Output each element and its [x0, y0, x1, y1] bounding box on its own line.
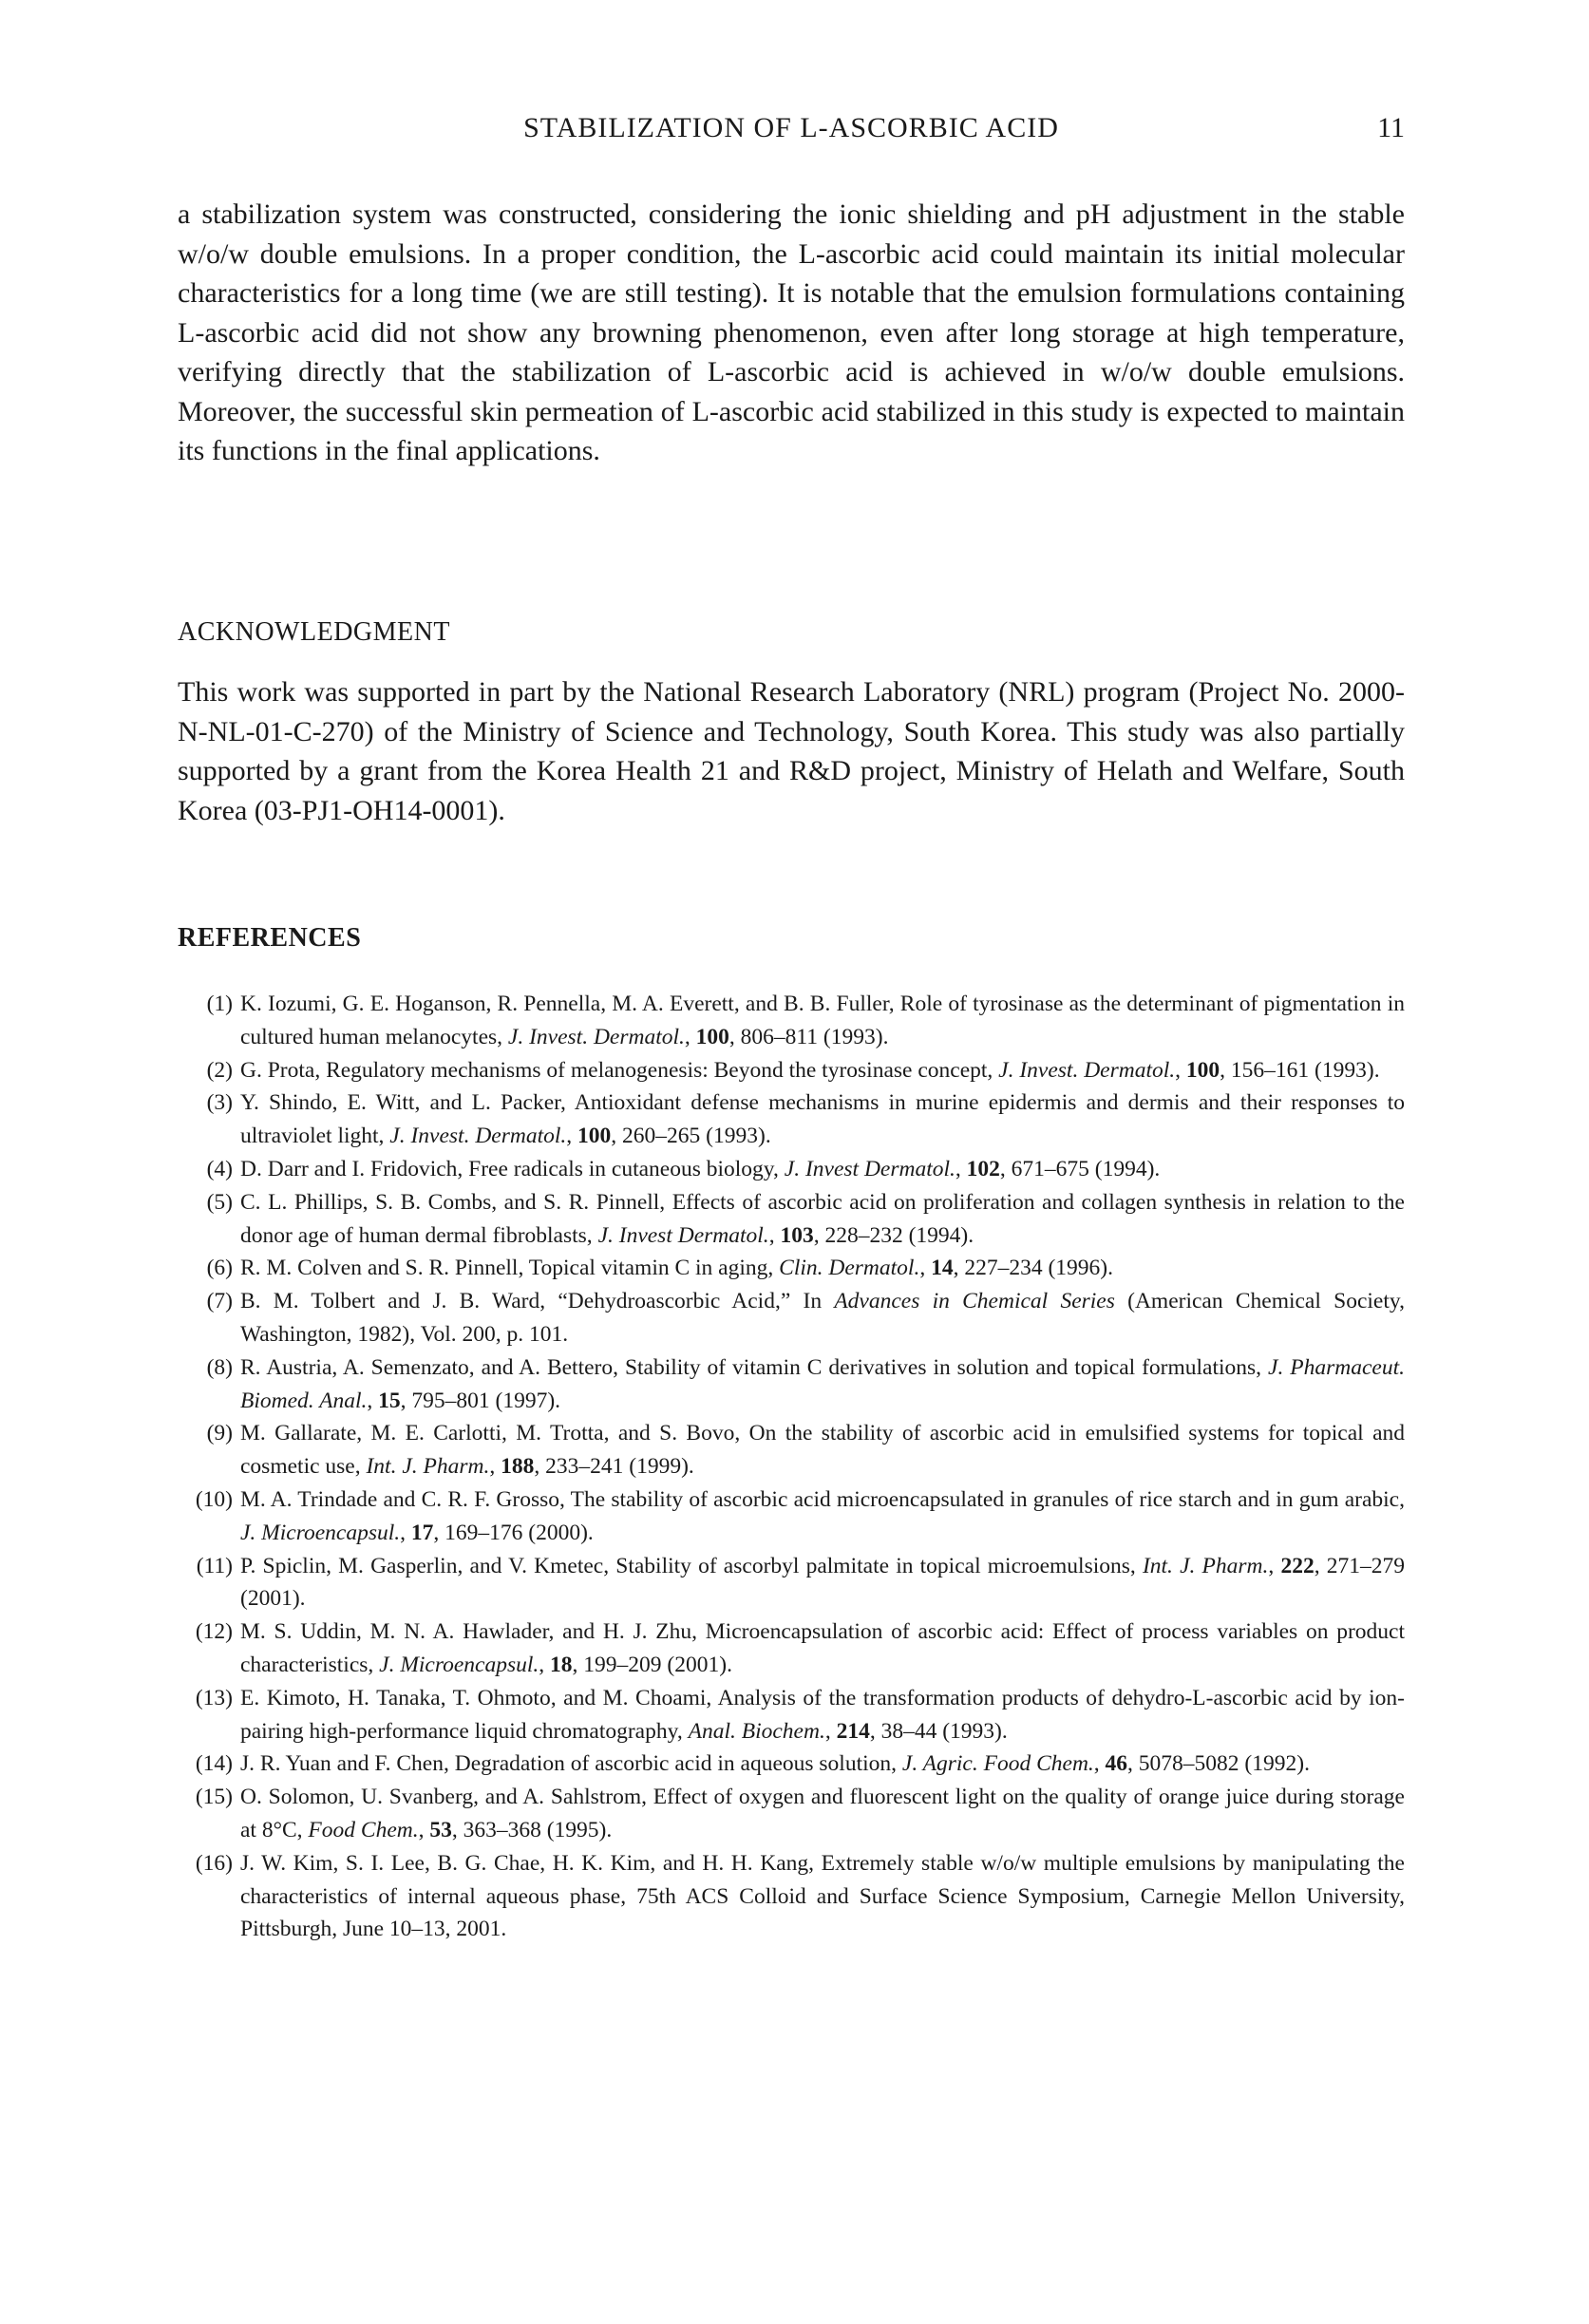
journal-title: Food Chem.: [308, 1817, 419, 1842]
volume-number: 103: [780, 1222, 814, 1248]
reference-item: [178, 1252, 1405, 1285]
volume-number: 46: [1105, 1751, 1128, 1777]
volume-number: 18: [550, 1652, 573, 1677]
reference-text: [240, 1054, 1405, 1087]
volume-number: 17: [410, 1520, 434, 1545]
reference-segment: ,: [539, 1652, 551, 1677]
reference-segment: Y. Shindo, E. Witt, and L. Packer, Antioxidant defense mechanisms in murine epidermis and dermis and their responses to ultraviolet light,: [240, 1090, 1405, 1149]
volume-number: 188: [501, 1454, 535, 1480]
page-number: 11: [1377, 112, 1405, 143]
reference-item: [178, 1153, 1405, 1186]
reference-item: [178, 1615, 1405, 1682]
reference-segment: D. Darr and I. Fridovich, Free radicals in cutaneous biology,: [240, 1156, 785, 1181]
reference-item: [178, 1748, 1405, 1781]
reference-segment: M. S. Uddin, M. N. A. Hawlader, and H. J. Zhu, Microencapsulation of ascorbic acid: Effect of process variables on product characteristics,: [240, 1619, 1405, 1677]
reference-segment: , 806–811 (1993).: [728, 1024, 889, 1049]
reference-text: [240, 1417, 1405, 1483]
reference-text: [240, 1252, 1405, 1285]
reference-number: (11): [196, 1553, 233, 1578]
reference-segment: ,: [919, 1256, 932, 1281]
reference-segment: (American Chemical Society, Washington, 1982), Vol. 200, p. 101.: [240, 1289, 1405, 1347]
reference-number: (4): [206, 1156, 233, 1181]
reference-number: (5): [206, 1189, 233, 1215]
journal-title: Int. J. Pharm.: [366, 1454, 490, 1480]
reference-number: (7): [206, 1289, 233, 1314]
reference-segment: J. R. Yuan and F. Chen, Degradation of ascorbic acid in aqueous solution,: [240, 1751, 902, 1777]
volume-number: 222: [1280, 1553, 1315, 1578]
reference-segment: ,: [367, 1388, 379, 1413]
reference-segment: J. W. Kim, S. I. Lee, B. G. Chae, H. K. Kim, and H. H. Kang, Extremely stable w/o/w multiple emulsions by manipulating the characteristics of internal aqueous phase, 75th ACS Colloid and Surface Science Symposium, Carnegie Mellon University, Pittsburgh, June 10–13, 2001.: [240, 1850, 1405, 1942]
journal-title: J. Invest Dermatol.: [597, 1222, 769, 1248]
reference-text: [240, 1351, 1405, 1418]
reference-segment: , 38–44 (1993).: [869, 1718, 1008, 1744]
journal-title: J. Invest. Dermatol.: [998, 1057, 1176, 1083]
reference-item: [178, 1086, 1405, 1153]
reference-segment: R. M. Colven and S. R. Pinnell, Topical vitamin C in aging,: [240, 1256, 780, 1281]
volume-number: 100: [1185, 1057, 1220, 1083]
reference-number: (8): [206, 1354, 233, 1380]
reference-segment: ,: [400, 1520, 411, 1545]
volume-number: 100: [577, 1124, 612, 1149]
journal-title: J. Microencapsul.: [240, 1520, 401, 1545]
journal-title: Int. J. Pharm.: [1142, 1553, 1269, 1578]
reference-text: [240, 988, 1405, 1054]
reference-segment: ,: [1093, 1751, 1106, 1777]
reference-item: [178, 1417, 1405, 1483]
reference-segment: , 363–368 (1995).: [451, 1817, 613, 1842]
reference-segment: , 5078–5082 (1992).: [1127, 1751, 1310, 1777]
running-header: [178, 112, 1405, 150]
reference-number: (13): [195, 1685, 233, 1710]
reference-segment: O. Solomon, U. Svanberg, and A. Sahlstrom, Effect of oxygen and fluorescent light on the quality of orange juice during storage at 8°C,: [240, 1785, 1405, 1842]
reference-text: [240, 1186, 1405, 1253]
volume-number: 102: [966, 1156, 1000, 1181]
reference-item: [178, 1682, 1405, 1748]
reference-number: (2): [206, 1057, 233, 1083]
acknowledgment-heading: ACKNOWLEDGMENT: [178, 617, 450, 647]
reference-number: (12): [195, 1619, 233, 1645]
reference-segment: , 156–161 (1993).: [1220, 1057, 1380, 1083]
volume-number: 53: [429, 1817, 452, 1842]
reference-number: (1): [206, 992, 233, 1016]
reference-segment: M. Gallarate, M. E. Carlotti, M. Trotta, and S. Bovo, On the stability of ascorbic acid in emulsified systems for topical and cosmetic use,: [240, 1421, 1405, 1480]
reference-segment: , 671–675 (1994).: [999, 1156, 1161, 1181]
journal-title: Anal. Biochem.: [688, 1718, 825, 1744]
journal-title: Advances in Chemical Series: [834, 1289, 1115, 1314]
reference-item: [178, 1351, 1405, 1418]
reference-item: [178, 1781, 1405, 1847]
reference-item: [178, 1285, 1405, 1351]
reference-number: (14): [195, 1751, 233, 1777]
reference-segment: P. Spiclin, M. Gasperlin, and V. Kmetec, Stability of ascorbyl palmitate in topical microemulsions,: [240, 1553, 1143, 1578]
reference-text: [240, 1483, 1405, 1550]
reference-number: (16): [195, 1850, 233, 1876]
reference-text: [240, 1781, 1405, 1847]
reference-text: [240, 1847, 1405, 1946]
journal-title: J. Agric. Food Chem.: [901, 1751, 1094, 1777]
reference-number: (9): [206, 1421, 233, 1446]
running-title: STABILIZATION OF L-ASCORBIC ACID: [523, 112, 1059, 143]
reference-segment: , 233–241 (1999).: [534, 1454, 694, 1480]
acknowledgment-text: This work was supported in part by the National Research Laboratory (NRL) program (Project No. 2000-N-NL-01-C-270) of the Ministry of Science and Technology, South Korea. This study was also partially supported by a grant from the Korea Health 21 and R&D project, Ministry of Helath and Welfare, South Korea (03-PJ1-OH14-0001).: [178, 676, 1405, 826]
reference-item: [178, 1186, 1405, 1253]
reference-item: [178, 1483, 1405, 1550]
reference-segment: ,: [1268, 1553, 1281, 1578]
reference-list: [178, 988, 1405, 1946]
reference-segment: ,: [418, 1817, 430, 1842]
reference-item: [178, 1550, 1405, 1616]
reference-text: [240, 1550, 1405, 1616]
reference-segment: C. L. Phillips, S. B. Combs, and S. R. Pinnell, Effects of ascorbic acid on proliferation and collagen synthesis in relation to the donor age of human dermal fibroblasts,: [240, 1189, 1405, 1248]
journal-title: J. Invest. Dermatol.: [507, 1024, 685, 1049]
reference-text: [240, 1086, 1405, 1153]
reference-number: (6): [206, 1256, 233, 1281]
reference-segment: , 169–176 (2000).: [433, 1520, 594, 1545]
reference-segment: ,: [684, 1024, 696, 1049]
reference-segment: E. Kimoto, H. Tanaka, T. Ohmoto, and M. Choami, Analysis of the transformation products of dehydro-L-ascorbic acid by ion-pairing high-performance liquid chromatography,: [240, 1685, 1405, 1744]
reference-segment: , 228–232 (1994).: [813, 1222, 974, 1248]
reference-number: (10): [195, 1486, 233, 1512]
reference-segment: G. Prota, Regulatory mechanisms of melanogenesis: Beyond the tyrosinase concept,: [240, 1057, 999, 1083]
reference-text: [240, 1285, 1405, 1351]
volume-number: 15: [378, 1388, 401, 1413]
volume-number: 100: [695, 1024, 729, 1049]
reference-number: (3): [206, 1090, 233, 1116]
intro-paragraph: a stabilization system was constructed, considering the ionic shielding and pH adjustment in the stable w/o/w double emulsions. In a proper condition, the L-ascorbic acid could maintain its initial molecular characteristics for a long time (we are still testing). It is notable that the emulsion formulations containing L-ascorbic acid did not show any browning phenomenon, even after long storage at high temperature, verifying directly that the stabilization of L-ascorbic acid is achieved in w/o/w double emulsions. Moreover, the successful skin permeation of L-ascorbic acid stabilized in this study is expected to maintain its functions in the final applications.: [178, 198, 1405, 466]
reference-text: [240, 1682, 1405, 1748]
journal-title: J. Pharmaceut. Biomed. Anal.: [240, 1354, 1405, 1413]
reference-item: [178, 1054, 1405, 1087]
reference-segment: B. M. Tolbert and J. B. Ward, “Dehydroascorbic Acid,” In: [240, 1289, 835, 1314]
reference-segment: R. Austria, A. Semenzato, and A. Bettero, Stability of vitamin C derivatives in solution and topical formulations,: [240, 1354, 1269, 1380]
reference-segment: , 199–209 (2001).: [572, 1652, 732, 1677]
reference-segment: , 260–265 (1993).: [611, 1124, 771, 1149]
reference-segment: , 795–801 (1997).: [400, 1388, 561, 1413]
journal-title: Clin. Dermatol.: [779, 1256, 920, 1281]
reference-segment: K. Iozumi, G. E. Hoganson, R. Pennella, M. A. Everett, and B. B. Fuller, Role of tyrosinase as the determinant of pigmentation in cultured human melanocytes,: [240, 992, 1405, 1049]
reference-item: [178, 988, 1405, 1054]
volume-number: 14: [931, 1256, 954, 1281]
reference-number: (15): [195, 1785, 233, 1810]
reference-segment: ,: [489, 1454, 501, 1480]
reference-segment: , 271–279 (2001).: [240, 1553, 1405, 1612]
reference-segment: , 227–234 (1996).: [953, 1256, 1113, 1281]
journal-title: J. Microencapsul.: [379, 1652, 539, 1677]
reference-text: [240, 1615, 1405, 1682]
reference-segment: ,: [824, 1718, 837, 1744]
journal-title: J. Invest. Dermatol.: [389, 1124, 567, 1149]
reference-segment: M. A. Trindade and C. R. F. Grosso, The stability of ascorbic acid microencapsulated in granules of rice starch and in gum arabic,: [240, 1486, 1405, 1512]
reference-segment: ,: [566, 1124, 578, 1149]
references-heading: REFERENCES: [178, 923, 362, 953]
volume-number: 214: [836, 1718, 870, 1744]
reference-item: [178, 1847, 1405, 1946]
reference-segment: ,: [955, 1156, 967, 1181]
reference-text: [240, 1748, 1405, 1781]
reference-segment: ,: [768, 1222, 781, 1248]
reference-text: [240, 1153, 1405, 1186]
reference-segment: ,: [1175, 1057, 1186, 1083]
journal-title: J. Invest Dermatol.: [784, 1156, 955, 1181]
